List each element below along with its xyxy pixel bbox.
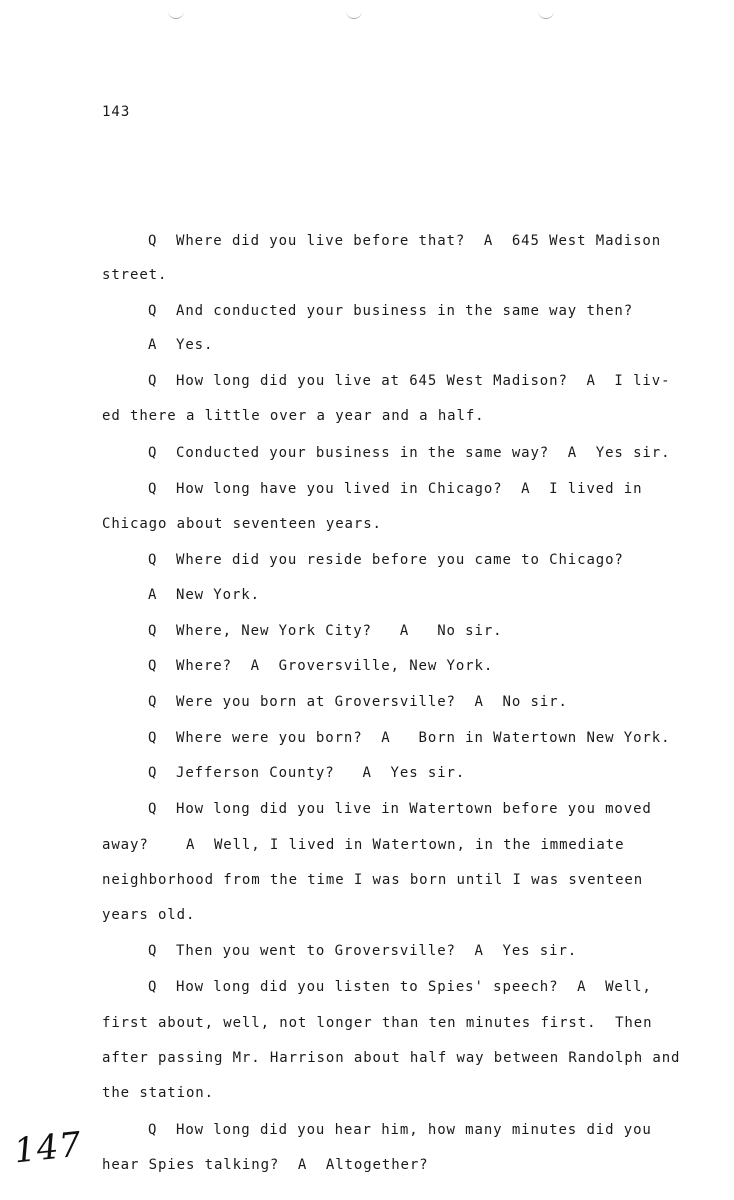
transcript-line: Q How long did you live in Watertown before you moved <box>148 801 652 817</box>
transcript-line: away? A Well, I lived in Watertown, in the immediate <box>102 837 625 853</box>
transcript-line: hear Spies talking? A Altogether? <box>102 1157 429 1173</box>
transcript-line: ed there a little over a year and a half. <box>102 408 485 424</box>
transcript-line: Q How long did you live at 645 West Madison? A I liv- <box>148 373 671 389</box>
handwritten-page-number: 147 <box>12 1124 84 1172</box>
transcript-line: first about, well, not longer than ten minutes first. Then <box>102 1015 653 1031</box>
transcript-line: Q Conducted your business in the same way? A Yes sir. <box>148 445 671 461</box>
transcript-line: Q Were you born at Groversville? A No sir. <box>148 694 568 710</box>
transcript-line: Q Then you went to Groversville? A Yes sir. <box>148 943 578 959</box>
transcript-line: Q Where? A Groversville, New York. <box>148 658 494 674</box>
transcript-line: Q And conducted your business in the same way then? <box>148 303 634 319</box>
transcript-line: after passing Mr. Harrison about half way between Randolph and <box>102 1050 681 1066</box>
transcript-line: A Yes. <box>148 337 214 353</box>
transcript-line: Q Where, New York City? A No sir. <box>148 623 503 639</box>
transcript-line: Chicago about seventeen years. <box>102 516 382 532</box>
punch-hole-mark <box>168 8 184 19</box>
transcript-line: Q Jefferson County? A Yes sir. <box>148 765 466 781</box>
transcript-line: Q How long have you lived in Chicago? A I lived in <box>148 481 643 497</box>
page-number: 143 <box>102 104 131 120</box>
punch-hole-mark <box>346 8 362 19</box>
punch-hole-mark <box>538 8 554 19</box>
transcript-line: the station. <box>102 1085 214 1101</box>
transcript-line: Q How long did you listen to Spies' speech? A Well, <box>148 979 652 995</box>
transcript-line: A New York. <box>148 587 260 603</box>
transcript-line: neighborhood from the time I was born until I was sventeen <box>102 872 644 888</box>
transcript-line: Q Where were you born? A Born in Watertown New York. <box>148 730 671 746</box>
transcript-line: years old. <box>102 907 196 923</box>
transcript-line: street. <box>102 267 168 283</box>
transcript-line: Q How long did you hear him, how many minutes did you <box>148 1122 652 1138</box>
transcript-line: Q Where did you live before that? A 645 West Madison <box>148 233 662 249</box>
transcript-line: Q Where did you reside before you came to Chicago? <box>148 552 624 568</box>
